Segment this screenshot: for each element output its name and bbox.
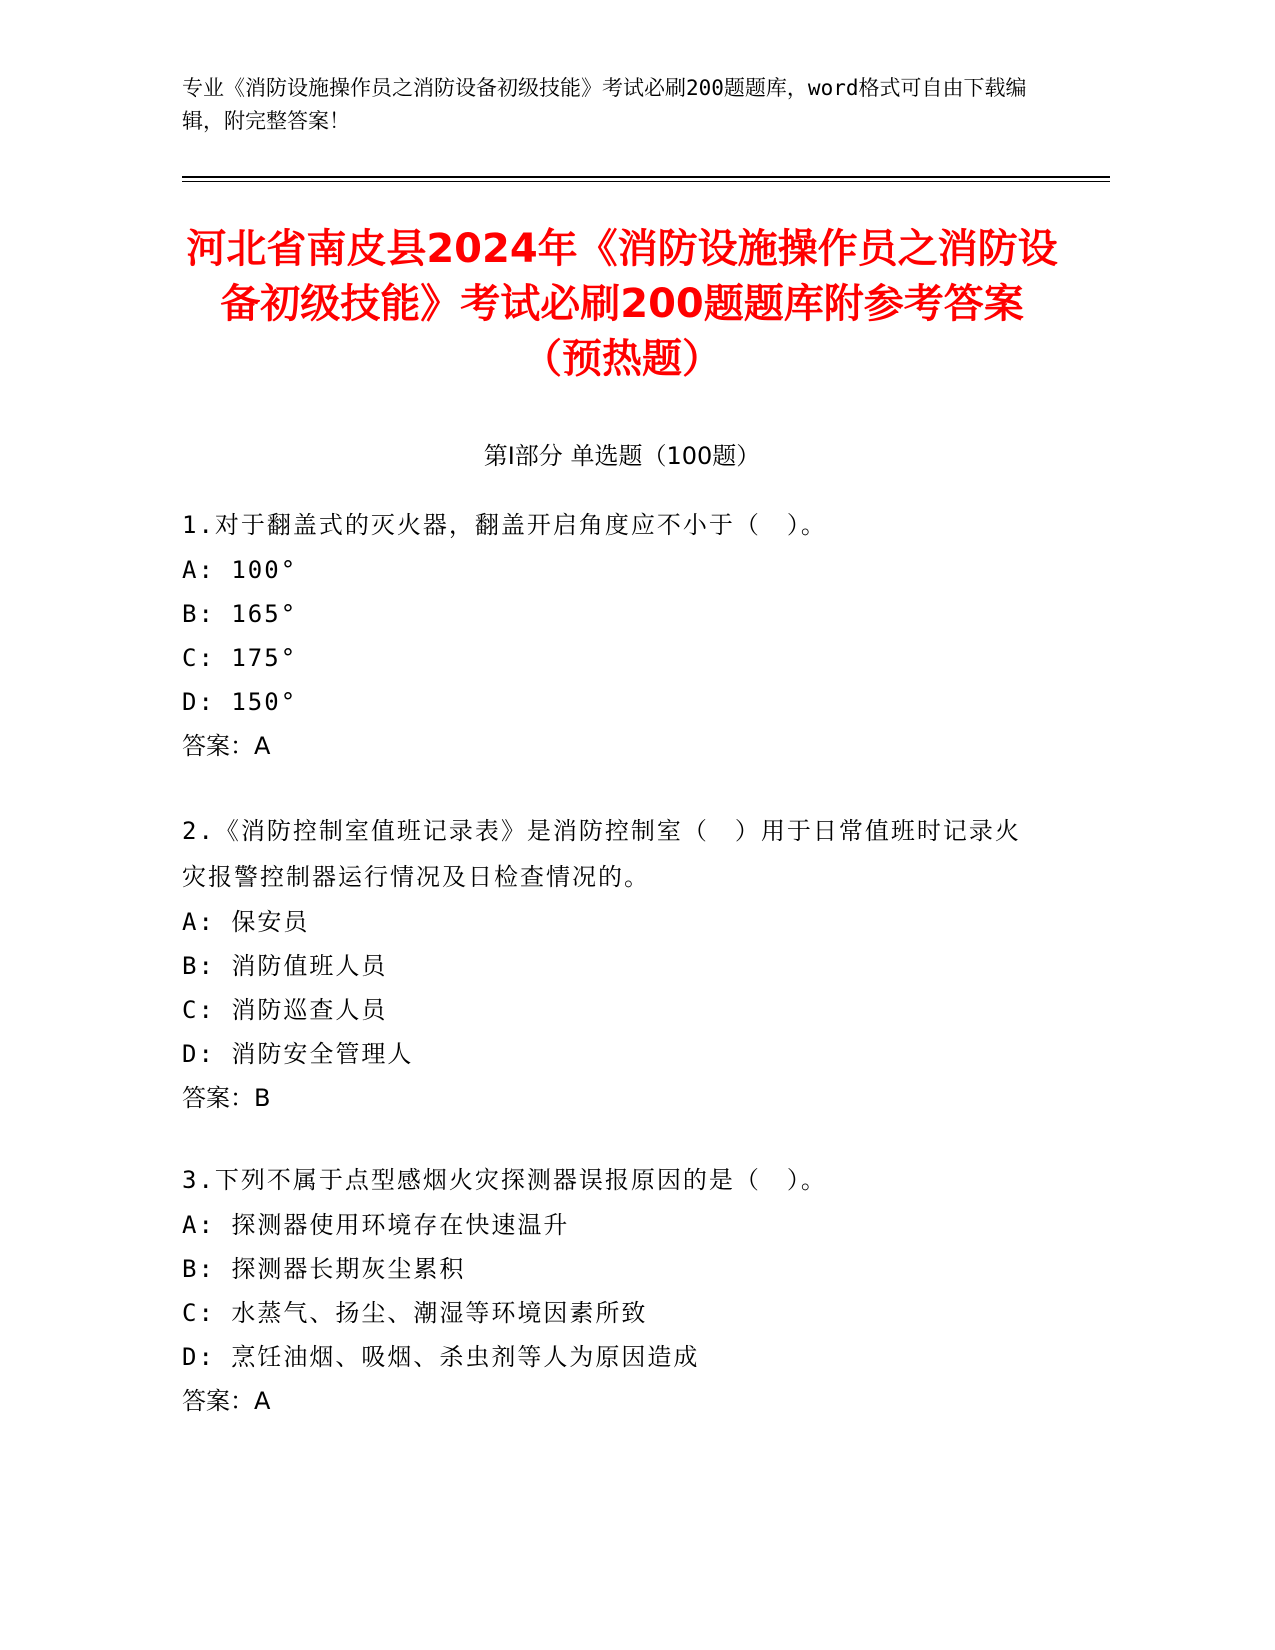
question-3 — [182, 1157, 1042, 1423]
answer: 答案：A — [182, 732, 271, 760]
option-b: B: 165° — [182, 600, 298, 628]
question-1 — [182, 502, 1042, 768]
option-a: A: 探测器使用环境存在快速温升 — [182, 1211, 570, 1239]
option-a: A: 100° — [182, 556, 298, 584]
answer: 答案：A — [182, 1387, 271, 1415]
option-c: C: 消防巡查人员 — [182, 996, 388, 1024]
header-divider-thin — [182, 181, 1110, 182]
header-note: 专业《消防设施操作员之消防设备初级技能》考试必刷200题题库，word格式可自由下载编辑，附完整答案！ — [182, 76, 1027, 133]
question-stem: 2.《消防控制室值班记录表》是消防控制室（ ）用于日常值班时记录火灾报警控制器运行情况及日检查情况的。 — [182, 817, 1021, 891]
option-c: C: 175° — [182, 644, 298, 672]
document-title: 河北省南皮县2024年《消防设施操作员之消防设备初级技能》考试必刷200题题库附参考答案（预热题） — [186, 226, 1058, 382]
section-heading: 第I部分 单选题（100题） — [483, 442, 761, 470]
option-a: A: 保安员 — [182, 908, 310, 936]
option-d: D: 150° — [182, 688, 298, 716]
header-divider-thick — [182, 176, 1110, 178]
answer: 答案：B — [182, 1084, 271, 1112]
question-2 — [182, 808, 1042, 1120]
option-d: D: 消防安全管理人 — [182, 1040, 414, 1068]
question-stem: 1.对于翻盖式的灭火器，翻盖开启角度应不小于（ ）。 — [182, 511, 827, 539]
option-c: C: 水蒸气、扬尘、潮湿等环境因素所致 — [182, 1299, 648, 1327]
question-stem: 3.下列不属于点型感烟火灾探测器误报原因的是（ ）。 — [182, 1166, 827, 1194]
option-d: D: 烹饪油烟、吸烟、杀虫剂等人为原因造成 — [182, 1343, 700, 1371]
option-b: B: 消防值班人员 — [182, 952, 388, 980]
option-b: B: 探测器长期灰尘累积 — [182, 1255, 466, 1283]
